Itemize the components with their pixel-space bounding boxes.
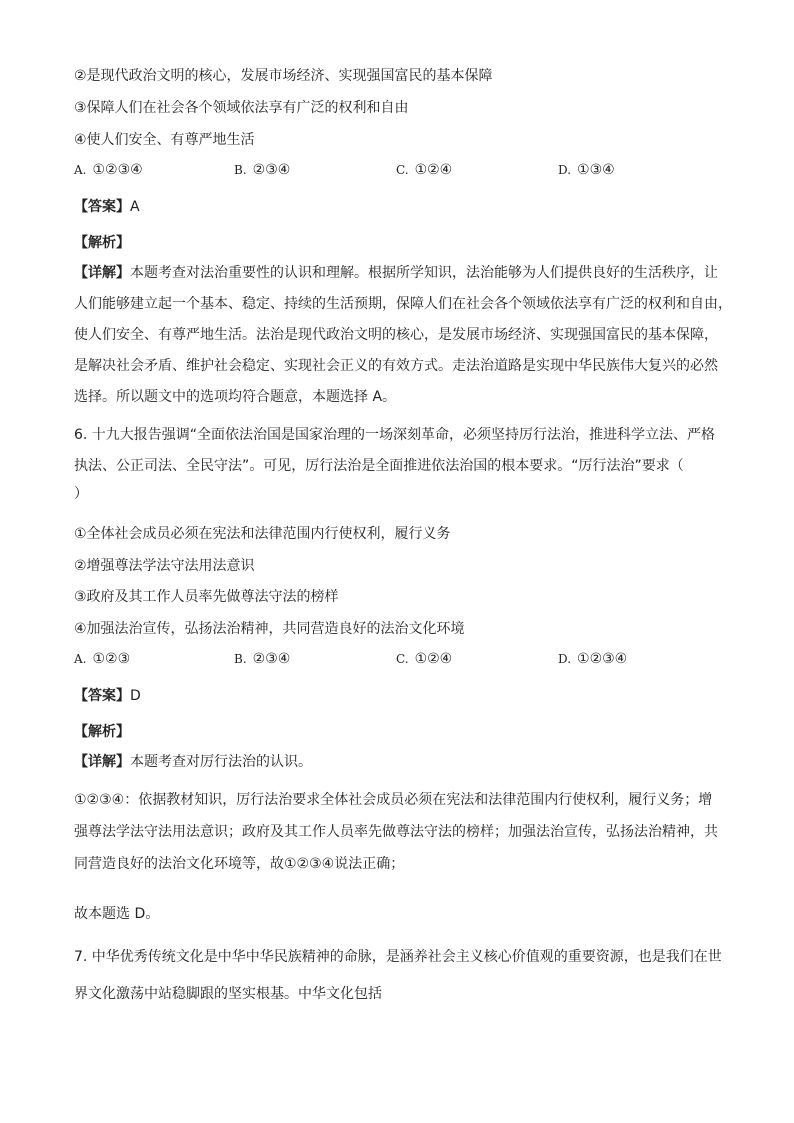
q5-options [74, 160, 714, 180]
q5-option-c: C. ①②④ [396, 162, 453, 178]
q5-item-3: ③保障人们在社会各个领域依法享有广泛的权利和自由 [74, 100, 409, 116]
q6-explanation: ①②③④：依据教材知识，厉行法治要求全体社会成员必须在宪法和法律范围内行使权利，履行义务；增 强尊法学法守法用法意识；政府及其工作人员率先做尊法守法的榜样；加强法治宣传，弘扬法治精神，共 同营造良好的法治文化环境等，故①②③④说法正确； [74, 792, 718, 872]
q6-conclusion: 故本题选 D。 [74, 906, 160, 922]
q6-detail: 【详解】本题考查对厉行法治的认识。 [74, 754, 312, 770]
q6-stem: 6. 十九大报告强调“全面依法治国是国家治理的一场深刻革命，必须坚持厉行法治，推进科学立法、严格 执法、公正司法、全民守法”。可见，厉行法治是全面推进依法治国的根本要求。“厉行法治”要求（ ） [74, 427, 716, 502]
q6-item-1: ①全体社会成员必须在宪法和法律范围内行使权利，履行义务 [74, 526, 451, 542]
q6-item-2: ②增强尊法学法守法用法意识 [74, 558, 255, 574]
q5-option-b: B. ②③④ [234, 162, 291, 178]
q5-option-a: A. ①②③④ [74, 162, 143, 178]
q5-item-4: ④使人们安全、有尊严地生活 [74, 132, 255, 148]
q6-item-3: ③政府及其工作人员率先做尊法守法的榜样 [74, 589, 339, 605]
q6-option-c: C. ①②④ [396, 651, 453, 667]
detail-tag: 【详解】 [74, 754, 130, 770]
answer-value: A [130, 199, 140, 215]
q6-answer [74, 686, 141, 706]
q5-detail: 【详解】本题考查对法治重要性的认识和理解。根据所学知识，法治能够为人们提供良好的生活秩序，让 人们能够建立起一个基本、稳定、持续的生活预期，保障人们在社会各个领域依法享有广泛的权利和自由， 使人们安全、有尊严地生活。法治是现代政治文明的核心，是发展市场经济、实现强国富民的基本保障， 是解决社会矛盾、维护社会稳定、实现社会正义的有效方式。走法治道路是实现中华民族伟大复兴的必然 选择。所以题文中的选项均符合题意，本题选择 A。 [74, 265, 732, 405]
q5-analysis-tag: 【解析】 [74, 235, 130, 251]
q6-option-d: D. ①②③④ [558, 651, 628, 667]
q6-analysis-tag: 【解析】 [74, 724, 130, 740]
q6-item-4: ④加强法治宣传，弘扬法治精神，共同营造良好的法治文化环境 [74, 621, 465, 637]
q5-item-2: ②是现代政治文明的核心，发展市场经济、实现强国富民的基本保障 [74, 68, 493, 84]
q6-option-a: A. ①②③ [74, 651, 131, 667]
answer-tag: 【答案】 [74, 199, 130, 215]
q5-answer [74, 197, 140, 217]
q6-option-b: B. ②③④ [234, 651, 291, 667]
answer-tag: 【答案】 [74, 688, 130, 704]
answer-value: D [130, 688, 141, 704]
q5-option-d: D. ①③④ [558, 162, 615, 178]
q7-stem: 7. 中华优秀传统文化是中华中华民族精神的命脉，是涵养社会主义核心价值观的重要资源，也是我们在世 界文化激荡中站稳脚跟的坚实根基。中华文化包括 [74, 949, 722, 1002]
q6-options [74, 649, 714, 669]
detail-tag: 【详解】 [74, 265, 130, 281]
